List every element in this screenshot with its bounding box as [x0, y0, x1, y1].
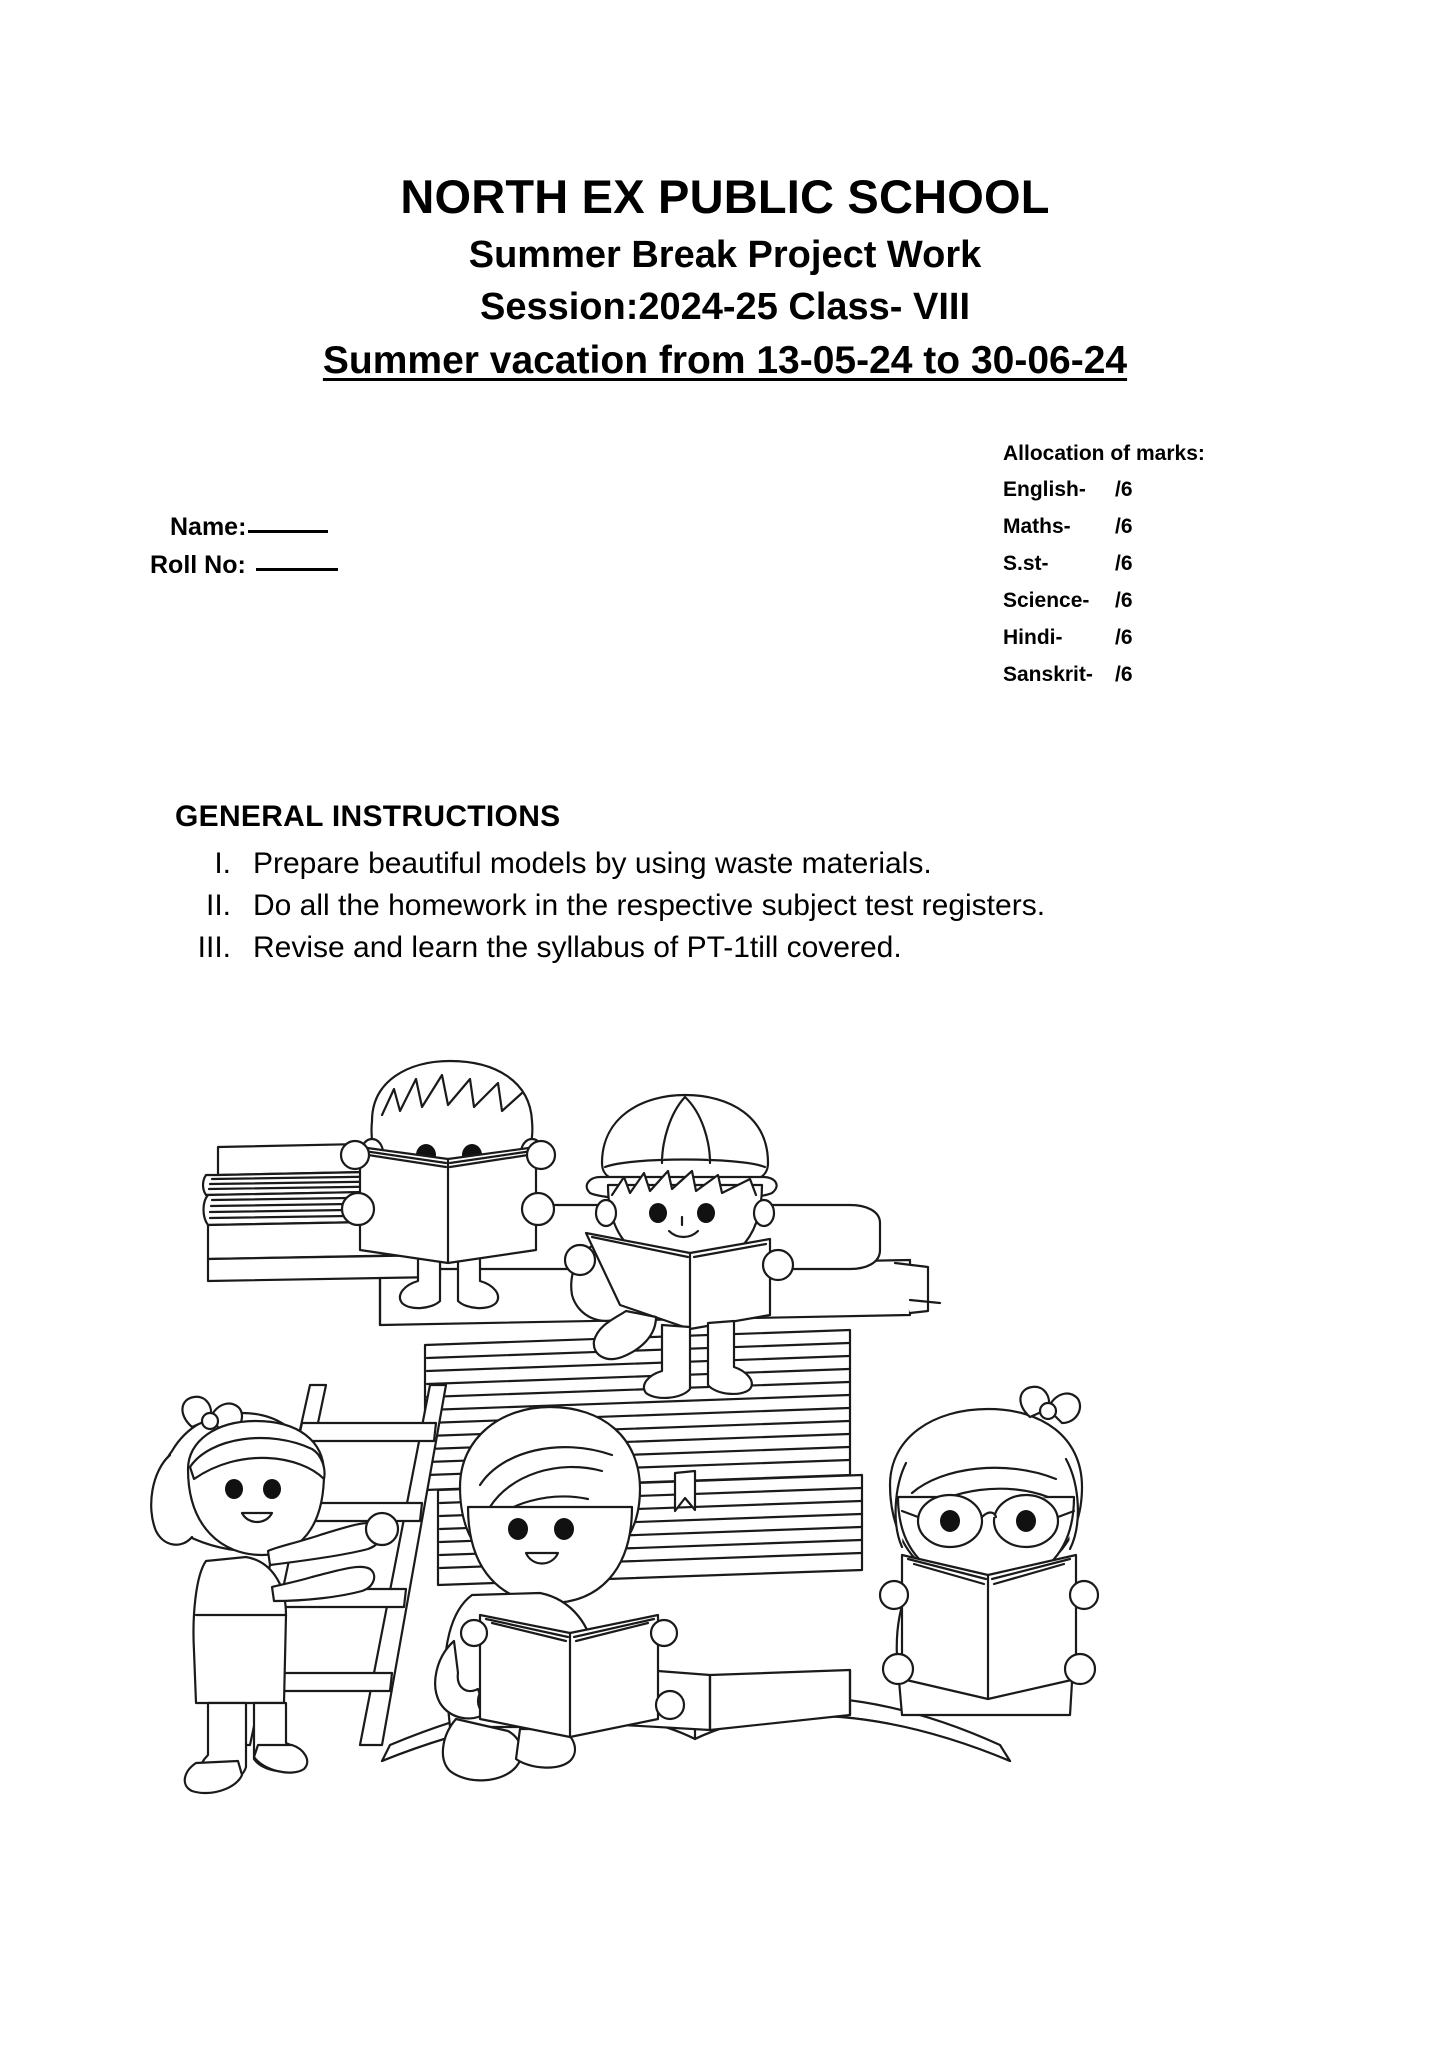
marks-row-science	[1003, 590, 1205, 611]
marks-subject-label: Science-	[1003, 589, 1090, 612]
instruction-text: Revise and learn the syllabus of PT-1till covered.	[253, 930, 902, 964]
marks-subject-label: S.st-	[1003, 552, 1049, 575]
allocation-of-marks-title: Allocation of marks:	[1003, 442, 1205, 465]
roll-no-input-blank[interactable]	[256, 568, 338, 571]
marks-row-sst	[1003, 553, 1205, 574]
marks-value: /6	[1115, 552, 1133, 575]
marks-value: /6	[1115, 589, 1133, 612]
marks-subject-label: Maths-	[1003, 515, 1071, 538]
children-reading-books-illustration	[150, 1055, 1220, 1815]
general-instructions-section	[175, 800, 1255, 970]
roll-no-field-row	[150, 553, 338, 578]
instructions-list	[175, 844, 1255, 968]
marks-row-hindi	[1003, 627, 1205, 648]
allocation-of-marks-block	[1003, 443, 1205, 701]
marks-value: /6	[1115, 626, 1133, 649]
instruction-numeral: I.	[214, 847, 231, 880]
line-art-svg	[150, 1055, 1220, 1815]
marks-subject-label: Hindi-	[1003, 626, 1063, 649]
marks-value: /6	[1115, 515, 1133, 538]
vacation-dates-line: Summer vacation from 13-05-24 to 30-06-24	[322, 338, 1128, 382]
name-label: Name:	[170, 513, 247, 541]
marks-subject-label: English-	[1003, 478, 1086, 501]
instruction-item	[175, 844, 1255, 884]
roll-no-label: Roll No:	[150, 551, 246, 579]
instruction-item	[175, 886, 1255, 926]
school-name-title: NORTH EX PUBLIC SCHOOL	[400, 170, 1050, 223]
marks-value: /6	[1115, 663, 1133, 686]
name-input-blank[interactable]	[248, 530, 328, 533]
marks-row-maths	[1003, 516, 1205, 537]
instruction-item	[175, 928, 1255, 968]
session-class-line: Session:2024-25 Class- VIII	[479, 286, 971, 329]
marks-row-english	[1003, 479, 1205, 500]
instruction-numeral: III.	[197, 930, 231, 964]
document-header	[0, 170, 1450, 385]
instruction-text: Prepare beautiful models by using waste materials.	[253, 847, 932, 880]
instruction-text: Do all the homework in the respective subject test registers.	[253, 888, 1046, 922]
name-field-row	[170, 515, 338, 540]
marks-row-sanskrit	[1003, 664, 1205, 685]
general-instructions-heading: GENERAL INSTRUCTIONS	[175, 800, 561, 833]
student-identity-block	[150, 513, 338, 591]
marks-subject-label: Sanskrit-	[1003, 663, 1093, 686]
child-girl-with-glasses-reading	[880, 1387, 1098, 1715]
marks-value: /6	[1115, 478, 1133, 501]
instruction-numeral: II.	[205, 888, 231, 922]
document-subtitle: Summer Break Project Work	[468, 233, 982, 276]
